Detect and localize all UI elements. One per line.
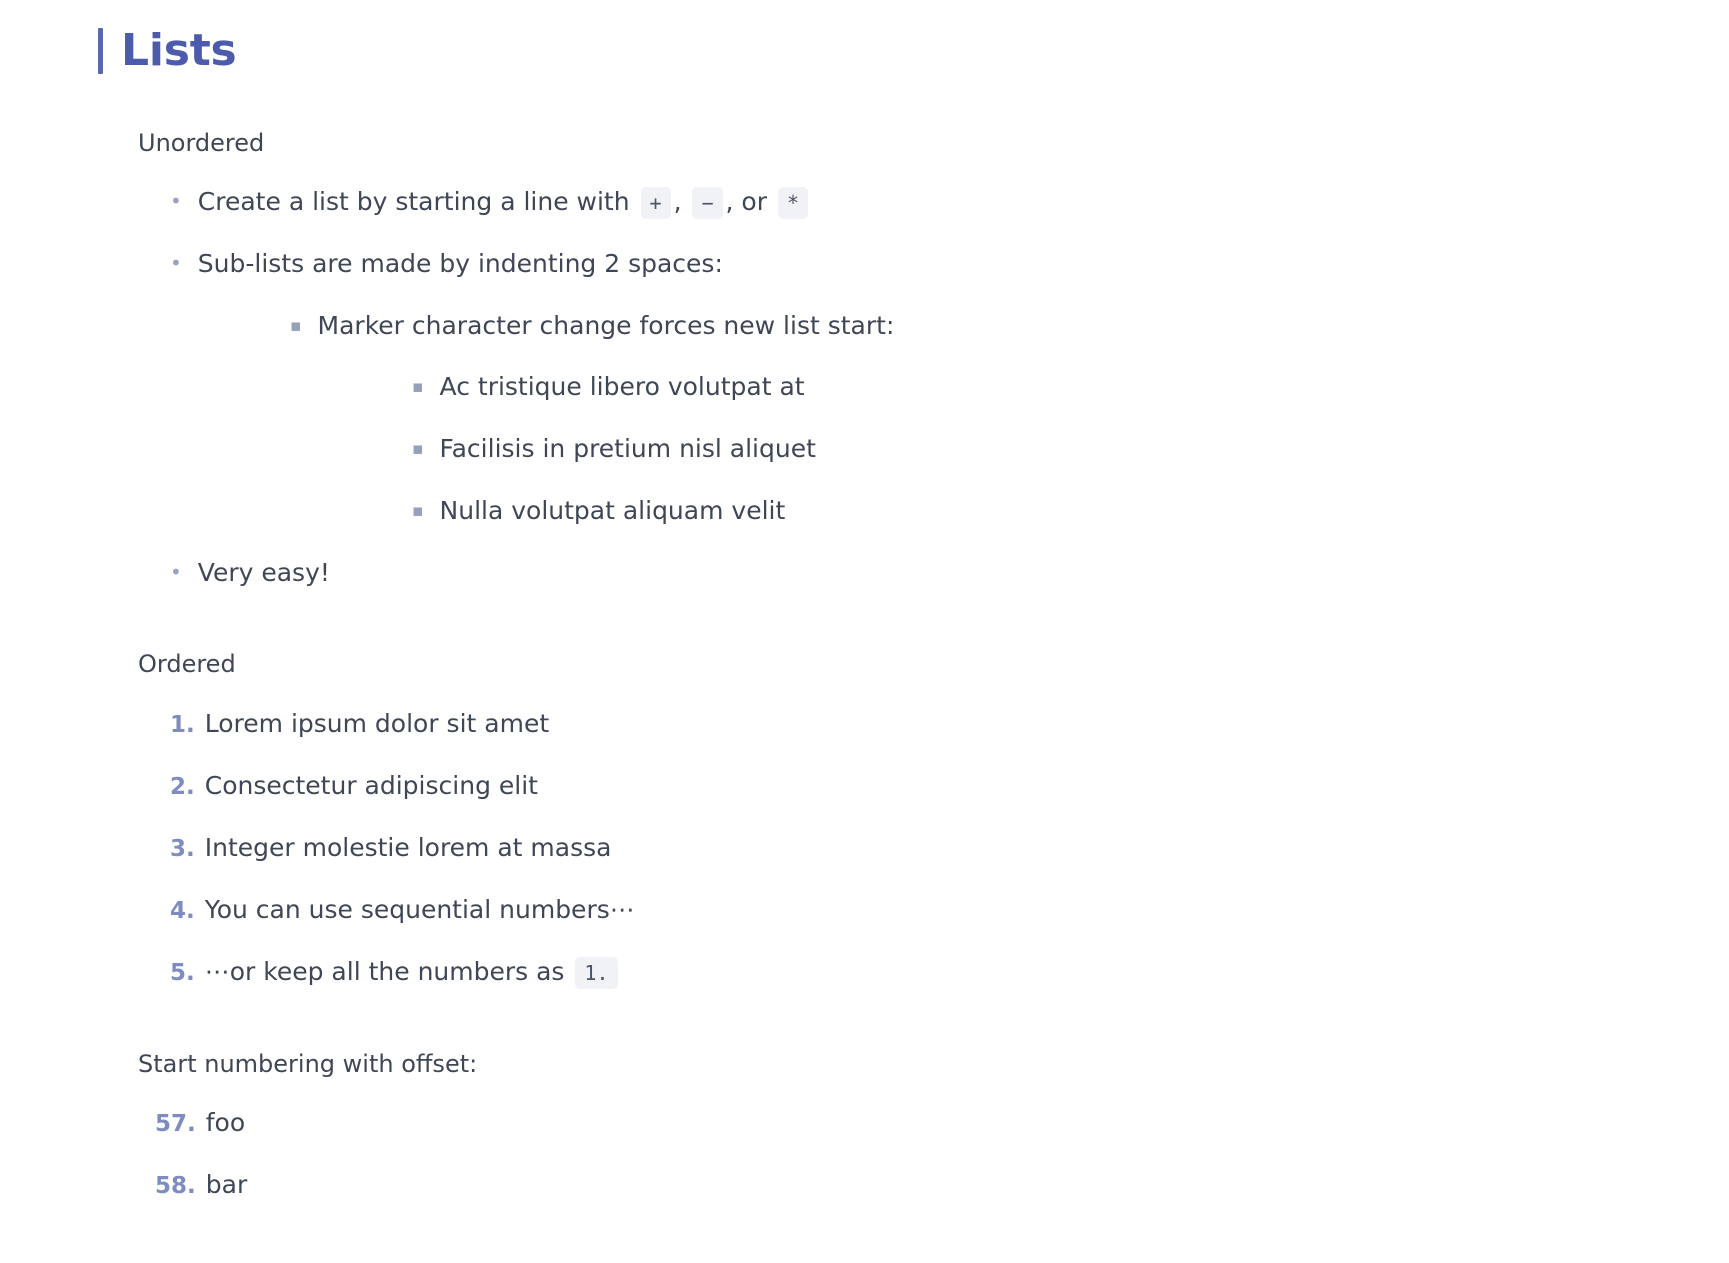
unordered-section-label: Unordered [138,129,265,157]
list-item-text: bar [205,1170,248,1200]
list-item [170,556,1689,590]
inline-code-asterisk: * [778,187,808,219]
list-item [170,707,1689,741]
ordered-marker: 5. [170,959,195,986]
ordered-marker: 4. [170,897,195,924]
inline-code-minus: − [692,187,722,219]
list-item-text: Lorem ipsum dolor sit amet [204,708,550,738]
offset-section-label: Start numbering with offset: [138,1049,478,1078]
ordered-section-label: Ordered [138,650,236,679]
square-bullet-icon: ▪ [290,315,302,336]
inline-code-plus: + [641,187,671,219]
ordered-marker: 1. [170,711,195,738]
list-item-text: Sub-lists are made by indenting 2 spaces: [197,248,723,278]
heading-label: Lists [121,25,237,76]
list-item-text: Facilisis in pretium nisl aliquet [439,434,816,464]
ordered-marker: 2. [170,773,195,800]
list-item [290,309,1689,343]
list-item-text: Marker character change forces new list start: [317,310,895,340]
list-item [170,247,1689,281]
ordered-marker: 57. [155,1111,196,1138]
ordered-marker: 3. [170,835,195,862]
list-item [155,1168,1689,1202]
page-title [98,25,1689,76]
list-item-text [198,185,811,219]
list-item [412,494,1689,528]
list-item-text: Ac tristique libero volutpat at [439,372,805,402]
comma-or-separator: , or [725,187,767,217]
list-item [155,1106,1689,1140]
list-item [170,831,1689,865]
list-item [170,185,1689,219]
list-item [412,370,1689,404]
list-item-text: Nulla volutpat aliquam velit [439,495,786,525]
disc-bullet-icon: • [170,250,182,275]
list-item [170,893,1689,927]
disc-bullet-icon: • [170,189,182,214]
list-item-text-part: ⋯or keep all the numbers as [204,956,565,986]
list-item-text: Integer molestie lorem at massa [204,832,612,862]
square-bullet-icon: ▪ [412,377,424,398]
list-item-text: Consectetur adipiscing elit [204,770,538,800]
inline-code-one-dot: 1. [575,957,617,989]
list-item-text: Very easy! [197,557,330,587]
list-item-text [205,955,621,989]
heading-accent-bar [98,28,103,74]
list-item-text-part: Create a list by starting a line with [197,187,630,217]
list-item-text: You can use sequential numbers⋯ [204,894,635,924]
comma-separator: , [673,187,682,217]
list-item [170,955,1689,989]
list-item [412,432,1689,466]
disc-bullet-icon: • [170,559,182,584]
ordered-marker: 58. [155,1173,196,1200]
square-bullet-icon: ▪ [412,439,424,460]
list-item [170,769,1689,803]
list-item-text: foo [205,1108,246,1138]
square-bullet-icon: ▪ [412,500,424,521]
